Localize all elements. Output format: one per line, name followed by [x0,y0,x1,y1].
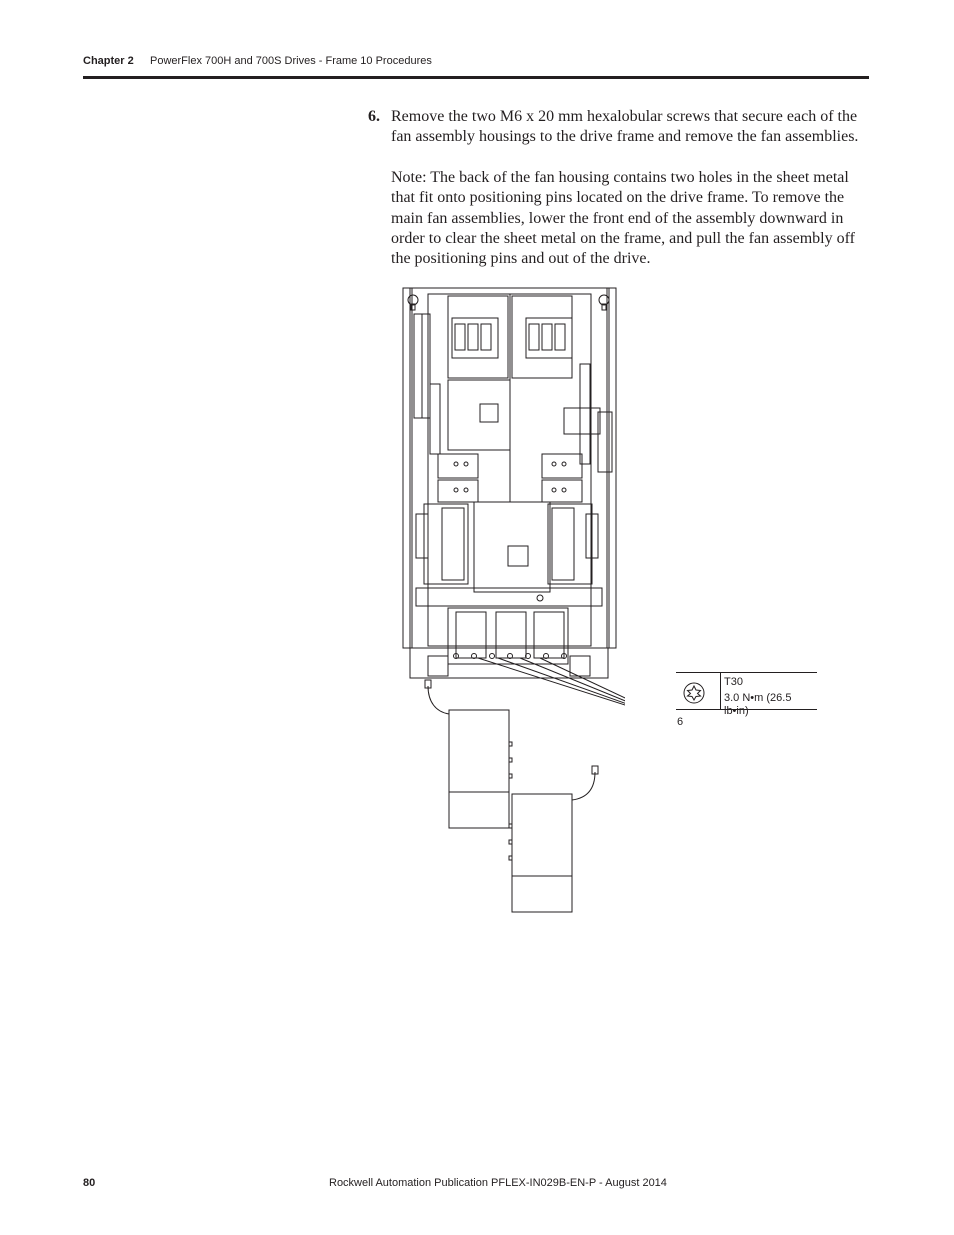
header-title: PowerFlex 700H and 700S Drives - Frame 10 Procedures [150,55,432,67]
torque-spec-table [676,672,817,717]
chapter-label: Chapter 2 [83,55,134,67]
drive-fan-removal-illustration [400,284,625,924]
hexalobular-bit-icon [682,681,706,705]
callout-number: 6 [677,716,684,728]
publication-info: Rockwell Automation Publication PFLEX-IN029B-EN-P - August 2014 [329,1177,667,1189]
page-header [83,54,869,79]
step-number: 6. [368,108,380,125]
table-divider [720,673,721,709]
step-note: Note: The back of the fan housing contains two holes in the sheet metal that fit onto positioning pins located on the drive frame. To remove the main fan assemblies, lower the front end of the assembly downward in order to clear the sheet metal on the frame, and pull the fan assembly off the positioning pins and out of the drive. [391,169,855,268]
page-number: 80 [83,1177,96,1189]
step-text: Remove the two M6 x 20 mm hexalobular screws that secure each of the fan assembly housings to the drive frame and remove the fan assemblies. [391,108,859,146]
torque-value: 3.0 N•m (26.5 lb•in) [724,692,792,717]
torque-tool-label: T30 [724,676,743,688]
page-footer [83,1176,869,1192]
